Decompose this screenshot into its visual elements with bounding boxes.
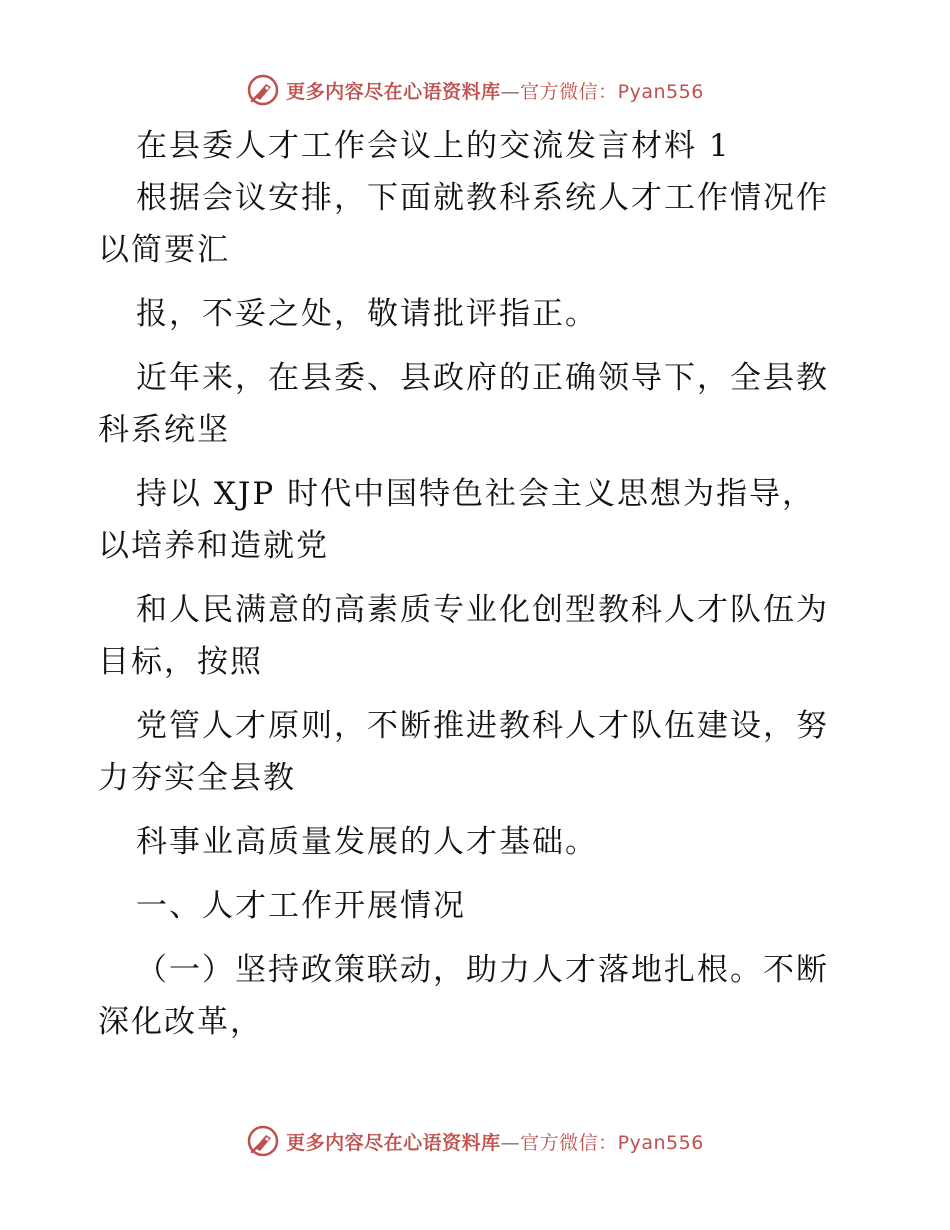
paragraph-line: 党管人才原则，不断推进教科人才队伍建设，努 [136,708,829,744]
pen-nib-logo-icon [246,73,280,107]
pen-nib-logo-icon [246,1124,280,1158]
paragraph-line: 和人民满意的高素质专业化创型教科人才队伍为 [136,592,829,628]
footer-watermark [0,1121,950,1161]
header-watermark [0,70,950,110]
paragraph-line: 以简要汇 [98,232,230,268]
paragraph-line: 科系统坚 [98,412,230,448]
paragraph-line: 报，不妥之处，敬请批评指正。 [136,296,598,332]
watermark-text [286,1128,704,1155]
document-title-line: 在县委人才工作会议上的交流发言材料 1 [136,128,731,164]
paragraph-line: 深化改革， [98,1004,263,1040]
paragraph-line: （一）坚持政策联动，助力人才落地扎根。不断 [136,952,829,988]
watermark-wechat: 官方微信：Pyan556 [520,80,704,103]
watermark-brand: 更多内容尽在心语资料库 [286,1131,501,1154]
watermark-group [246,73,704,107]
watermark-separator: — [500,80,521,103]
paragraph-line: 科事业高质量发展的人才基础。 [136,824,598,860]
watermark-text [286,77,704,104]
paragraph-line: 以培养和造就党 [98,528,329,564]
section-heading: 一、人才工作开展情况 [136,888,466,924]
paragraph-line: 近年来，在县委、县政府的正确领导下，全县教 [136,360,829,396]
watermark-group [246,1124,704,1158]
paragraph-line: 持以 XJP 时代中国特色社会主义思想为指导， [136,476,816,512]
paragraph-line: 力夯实全县教 [98,760,296,796]
watermark-wechat: 官方微信：Pyan556 [520,1131,704,1154]
watermark-separator: — [500,1131,521,1154]
watermark-brand: 更多内容尽在心语资料库 [286,80,501,103]
document-body [98,120,858,1048]
paragraph-line: 根据会议安排，下面就教科系统人才工作情况作 [136,180,829,216]
paragraph-line: 目标，按照 [98,644,263,680]
